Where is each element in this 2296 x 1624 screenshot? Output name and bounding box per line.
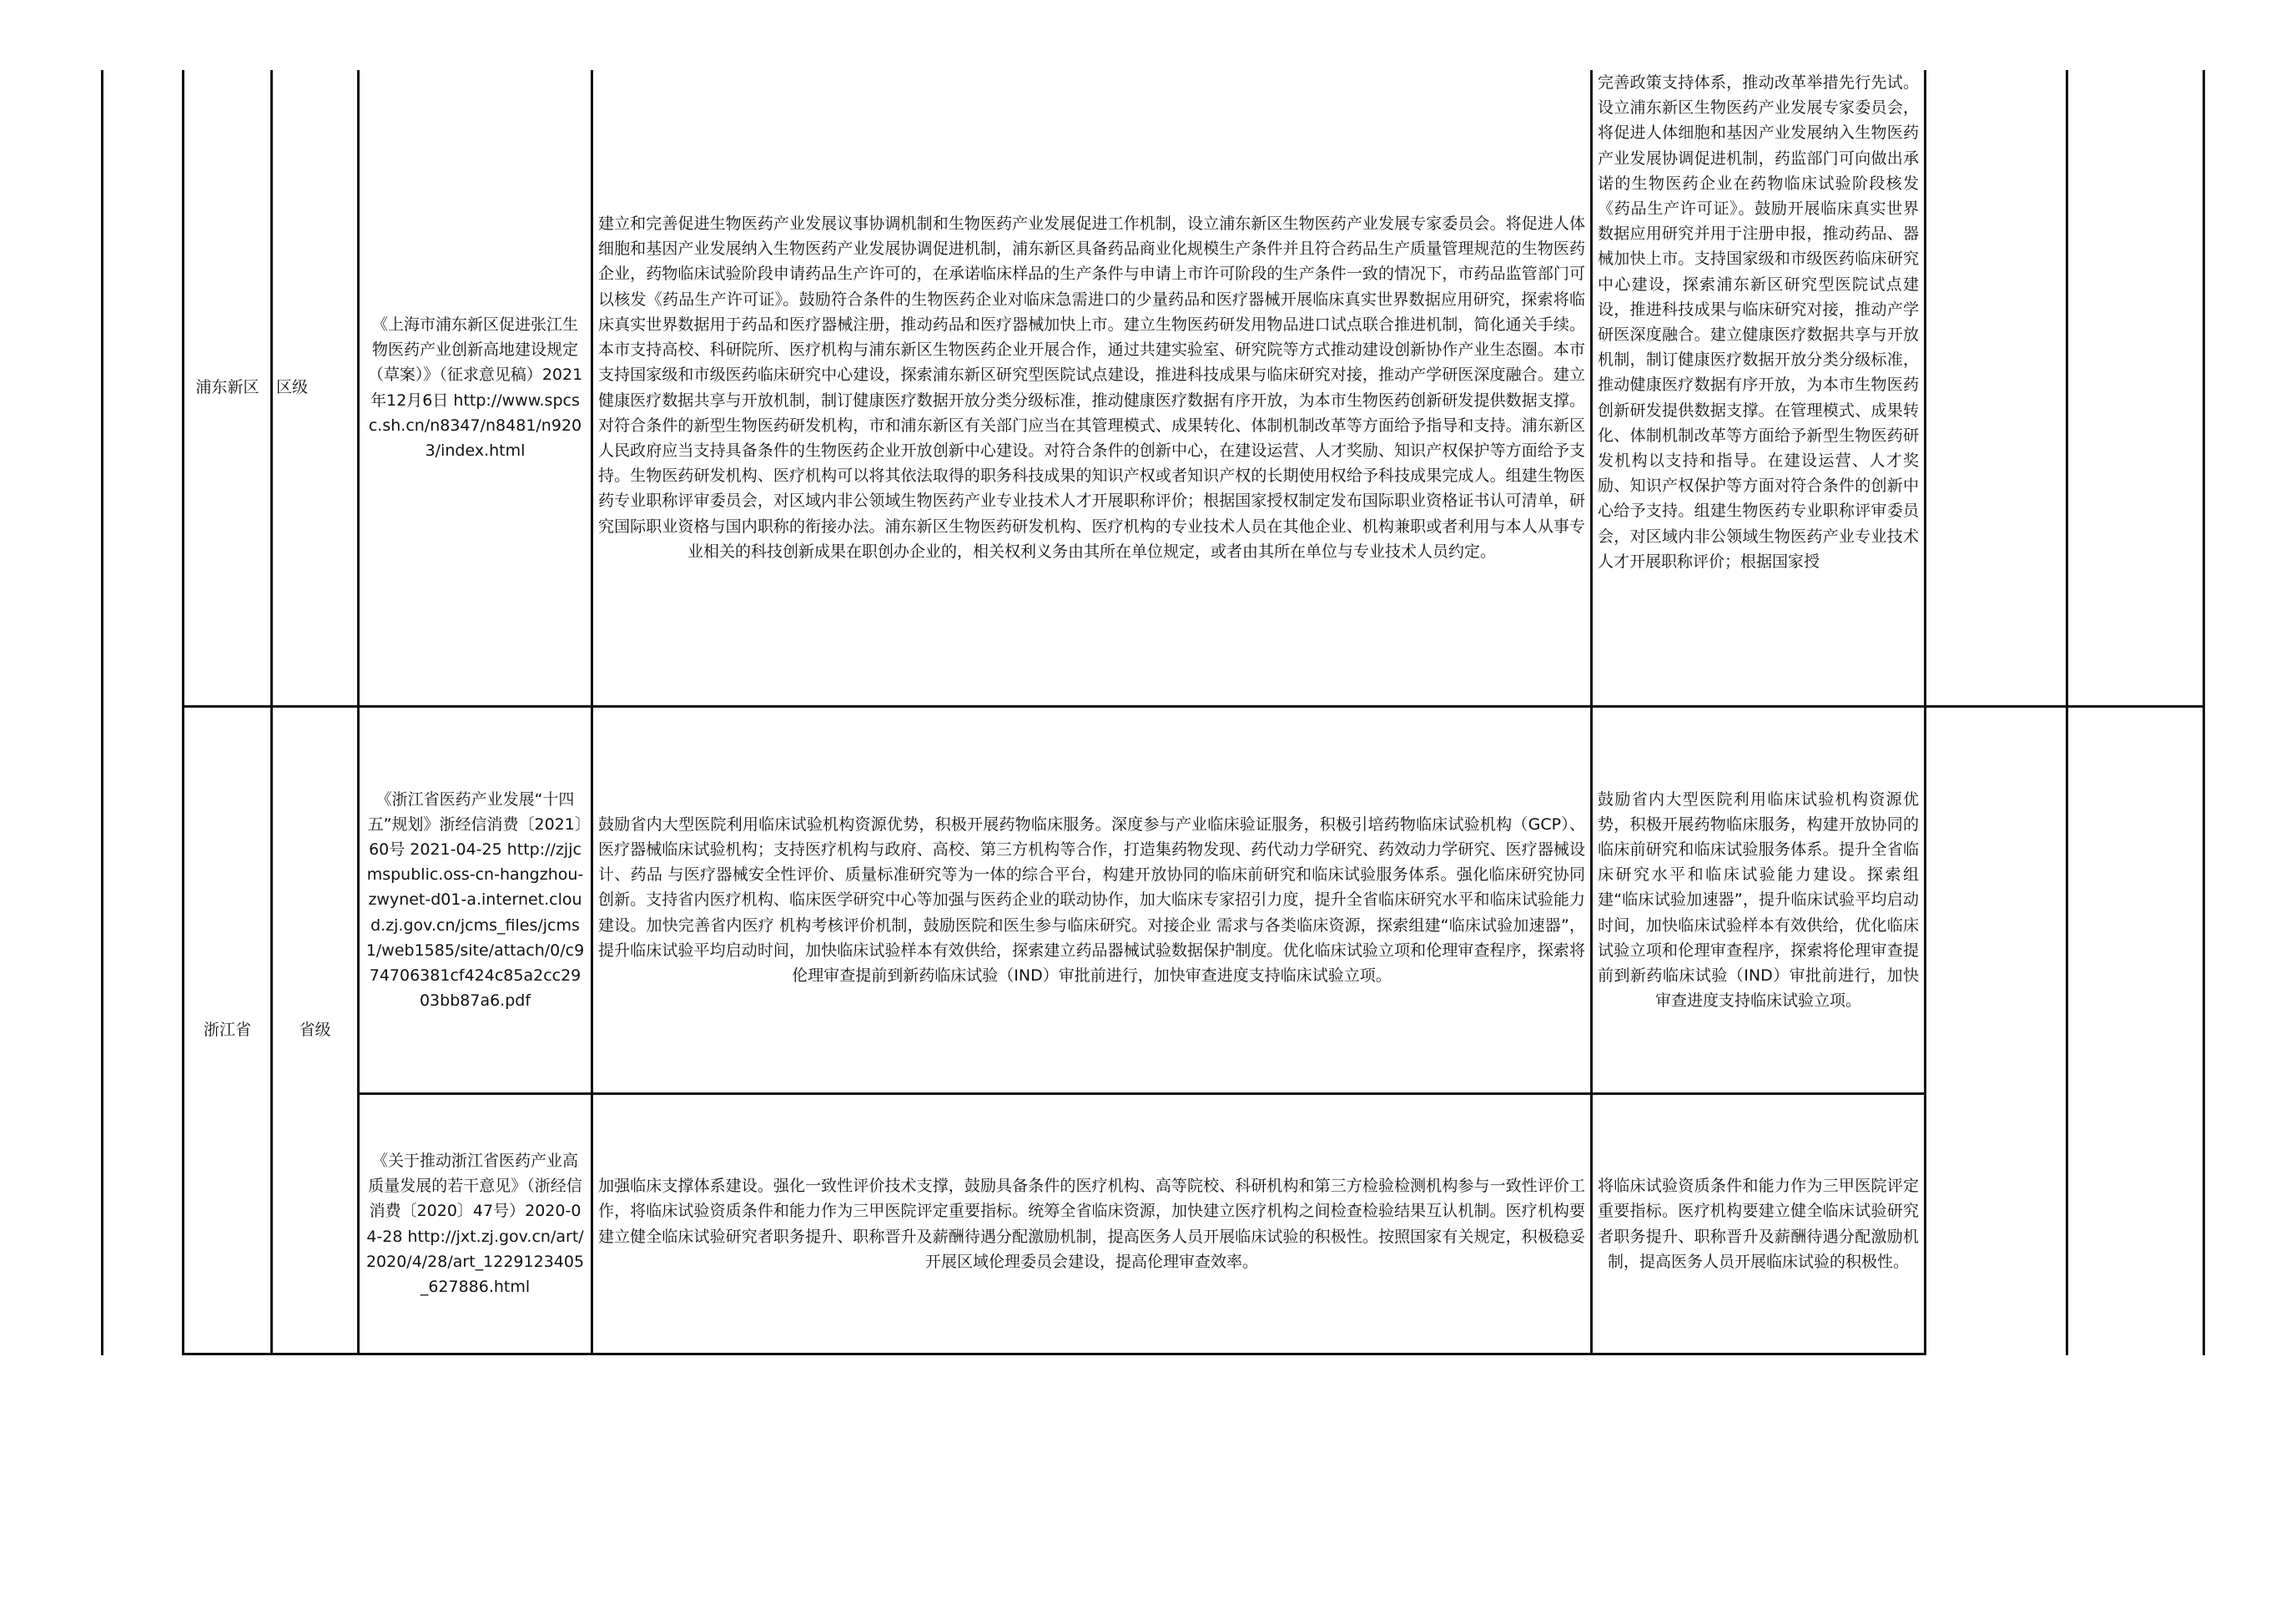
- summary-cell: [1593, 70, 1924, 705]
- source-text: 《关于推动浙江省医药产业高质量发展的若干意见》（浙经信消费〔2020〕47号）2020-04-28 http://jxt.zj.gov.cn/art/2020/4/28/art_1229123405_627886.html: [365, 1151, 585, 1296]
- column-divider: [2066, 70, 2068, 1355]
- region-cell: [184, 70, 270, 705]
- content-cell: [593, 708, 1590, 1092]
- source-text: 《上海市浦东新区促进张江生物医药产业创新高地建设规定（草案）》（征求意见稿）2021年12月6日 http://www.spcsc.sh.cn/n8347/n8481/n9203/index.html: [367, 315, 583, 460]
- summary-text: 将临床试验资质条件和能力作为三甲医院评定重要指标。医疗机构要建立健全临床试验研究者职务提升、职称晋升及薪酬待遇分配激励机制，提高医务人员开展临床试验的积极性。: [1598, 1177, 1919, 1271]
- summary-text: 完善政策支持体系，推动改革举措先行先试。设立浦东新区生物医药产业发展专家委员会，将促进人体细胞和基因产业发展纳入生物医药产业发展协调促进机制，药监部门可向做出承诺的生物医药企业在药物临床试验阶段核发《药品生产许可证》。鼓励开展临床真实世界数据应用研究并用于注册申报，推动药品、器械加快上市。支持国家级和市级医药临床研究中心建设，探索浦东新区研究型医院试点建设，推进科技成果与临床研究对接，推动产学研医深度融合。建立健康医疗数据共享与开放机制，制订健康医疗数据开放分类分级标准，推动健康医疗数据有序开放，为本市生物医药创新研发提供数据支撑。在管理模式、成果转化、体制机制改革等方面给予新型生物医药研发机构以支持和指导。在建设运营、人才奖励、知识产权保护等方面对符合条件的创新中心给予支持。组建生物医药专业职称评审委员会，对区域内非公领域生物医药产业专业技术人才开展职称评价；根据国家授: [1598, 73, 1919, 571]
- summary-cell: [1593, 708, 1924, 1092]
- content-cell: [593, 1095, 1590, 1353]
- source-text: 《浙江省医药产业发展“十四五”规划》浙经信消费〔2021〕60号 2021-04-25 http://zjjcmspublic.oss-cn-hangzhou-zwynet-d01-a.internet.cloud.zj.gov.cn/jcms_files/jcms1/web1585/site/attach/0/c974706381cf424c85a2cc2903bb87a6.pdf: [365, 789, 585, 1011]
- region-cell: [184, 708, 270, 1353]
- level-cell: [273, 70, 357, 705]
- table-border-left-outer: [101, 70, 103, 1355]
- region-label: 浦东新区: [195, 378, 259, 397]
- content-text: 鼓励省内大型医院利用临床试验机构资源优势，积极开展药物临床服务。深度参与产业临床验证服务，积极引培药物临床试验机构（GCP）、医疗器械临床试验机构；支持医疗机构与政府、高校、第三方机构等合作，打造集药物发现、药代动力学研究、药效动力学研究、医疗器械设计、药品 与医疗器械安全性评价、质量标准研究等为一体的综合平台，构建开放协同的临床前研究和临床试验服务体系。强化临床研究协同创新。支持省内医疗机构、临床医学研究中心等加强与医药企业的联动协作，加大临床专家招引力度，提升全省临床研究水平和临床试验能力建设。加快完善省内医疗 机构考核评价机制，鼓励医院和医生参与临床研究。对接企业 需求与各类临床资源，探索组建“临床试验加速器”，提升临床试验平均启动时间，加快临床试验样本有效供给，探索建立药品器械试验数据保护制度。优化临床试验立项和伦理审查程序，探索将伦理审查提前到新药临床试验（IND）审批前进行，加快审查进度支持临床试验立项。: [598, 815, 1585, 985]
- column-divider: [1924, 70, 1926, 1355]
- content-text: 建立和完善促进生物医药产业发展议事协调机制和生物医药产业发展促进工作机制，设立浦东新区生物医药产业发展专家委员会。将促进人体细胞和基因产业发展纳入生物医药产业发展协调促进机制，浦东新区具备药品商业化规模生产条件并且符合药品生产质量管理规范的生物医药企业，药物临床试验阶段申请药品生产许可的，在承诺临床样品的生产条件与申请上市许可阶段的生产条件一致的情况下，市药品监管部门可以核发《药品生产许可证》。鼓励符合条件的生物医药企业对临床急需进口的少量药品和医疗器械开展临床真实世界数据应用研究，探索将临床真实世界数据用于药品和医疗器械注册，推动药品和医疗器械加快上市。建立生物医药研发用物品进口试点联合推进机制，简化通关手续。本市支持高校、科研院所、医疗机构与浦东新区生物医药企业开展合作，通过共建实验室、研究院等方式推动建设创新协作产业生态圈。本市支持国家级和市级医药临床研究中心建设，探索浦东新区研究型医院试点建设，推进科技成果与临床研究对接，推动产学研医深度融合。建立健康医疗数据共享与开放机制，制订健康医疗数据开放分类分级标准，推动健康医疗数据有序开放，为本市生物医药创新研发提供数据支撑。对符合条件的新型生物医药研发机构，市和浦东新区有关部门应当在其管理模式、成果转化、体制机制改革等方面给予指导和支持。浦东新区人民政府应当支持具备条件的生物医药企业开放创新中心建设。对符合条件的创新中心，在建设运营、人才奖励、知识产权保护等方面给予支持。生物医药研发机构、医疗机构可以将其依法取得的职务科技成果的知识产权或者知识产权的长期使用权给予科技成果完成人。组建生物医药专业职称评审委员会，对区域内非公领域生物医药产业专业技术人才开展职称评价；根据国家授权制定发布国际职业资格证书认可清单，研究国际职业资格与国内职称的衔接办法。浦东新区生物医药研发机构、医疗机构的专业技术人员在其他企业、机构兼职或者利用与本人从事专业相关的科技创新成果在职创办企业的，相关权利义务由其所在单位规定，或者由其所在单位与专业技术人员约定。: [598, 214, 1585, 561]
- level-cell: [273, 708, 357, 1353]
- level-label: 区级: [276, 378, 309, 397]
- content-cell: [593, 70, 1590, 705]
- summary-cell: [1593, 1095, 1924, 1353]
- content-text: 加强临床支撑体系建设。强化一致性评价技术支撑，鼓励具备条件的医疗机构、高等院校、科研机构和第三方检验检测机构参与一致性评价工作，将临床试验资质条件和能力作为三甲医院评定重要指标。统筹全省临床资源，加快建立医疗机构之间检查检验结果互认机制。医疗机构要建立健全临床试验研究者职务提升、职称晋升及薪酬待遇分配激励机制，提高医务人员开展临床试验的积极性。按照国家有关规定，积极稳妥开展区域伦理委员会建设，提高伦理审查效率。: [598, 1177, 1585, 1271]
- table-border-bottom: [182, 1353, 1926, 1355]
- source-cell: [360, 708, 591, 1092]
- table-border-right: [2203, 70, 2205, 1355]
- region-label: 浙江省: [203, 1021, 251, 1040]
- source-cell: [360, 70, 591, 705]
- summary-text: 鼓励省内大型医院利用临床试验机构资源优势，积极开展药物临床服务，构建开放协同的临床前研究和临床试验服务体系。提升全省临床研究水平和临床试验能力建设。探索组建“临床试验加速器”，提升临床试验平均启动时间，加快临床试验样本有效供给，优化临床试验立项和伦理审查程序，探索将伦理审查提前到新药临床试验（IND）审批前进行，加快审查进度支持临床试验立项。: [1598, 789, 1919, 1011]
- source-cell: [360, 1095, 591, 1353]
- level-label: 省级: [299, 1021, 331, 1040]
